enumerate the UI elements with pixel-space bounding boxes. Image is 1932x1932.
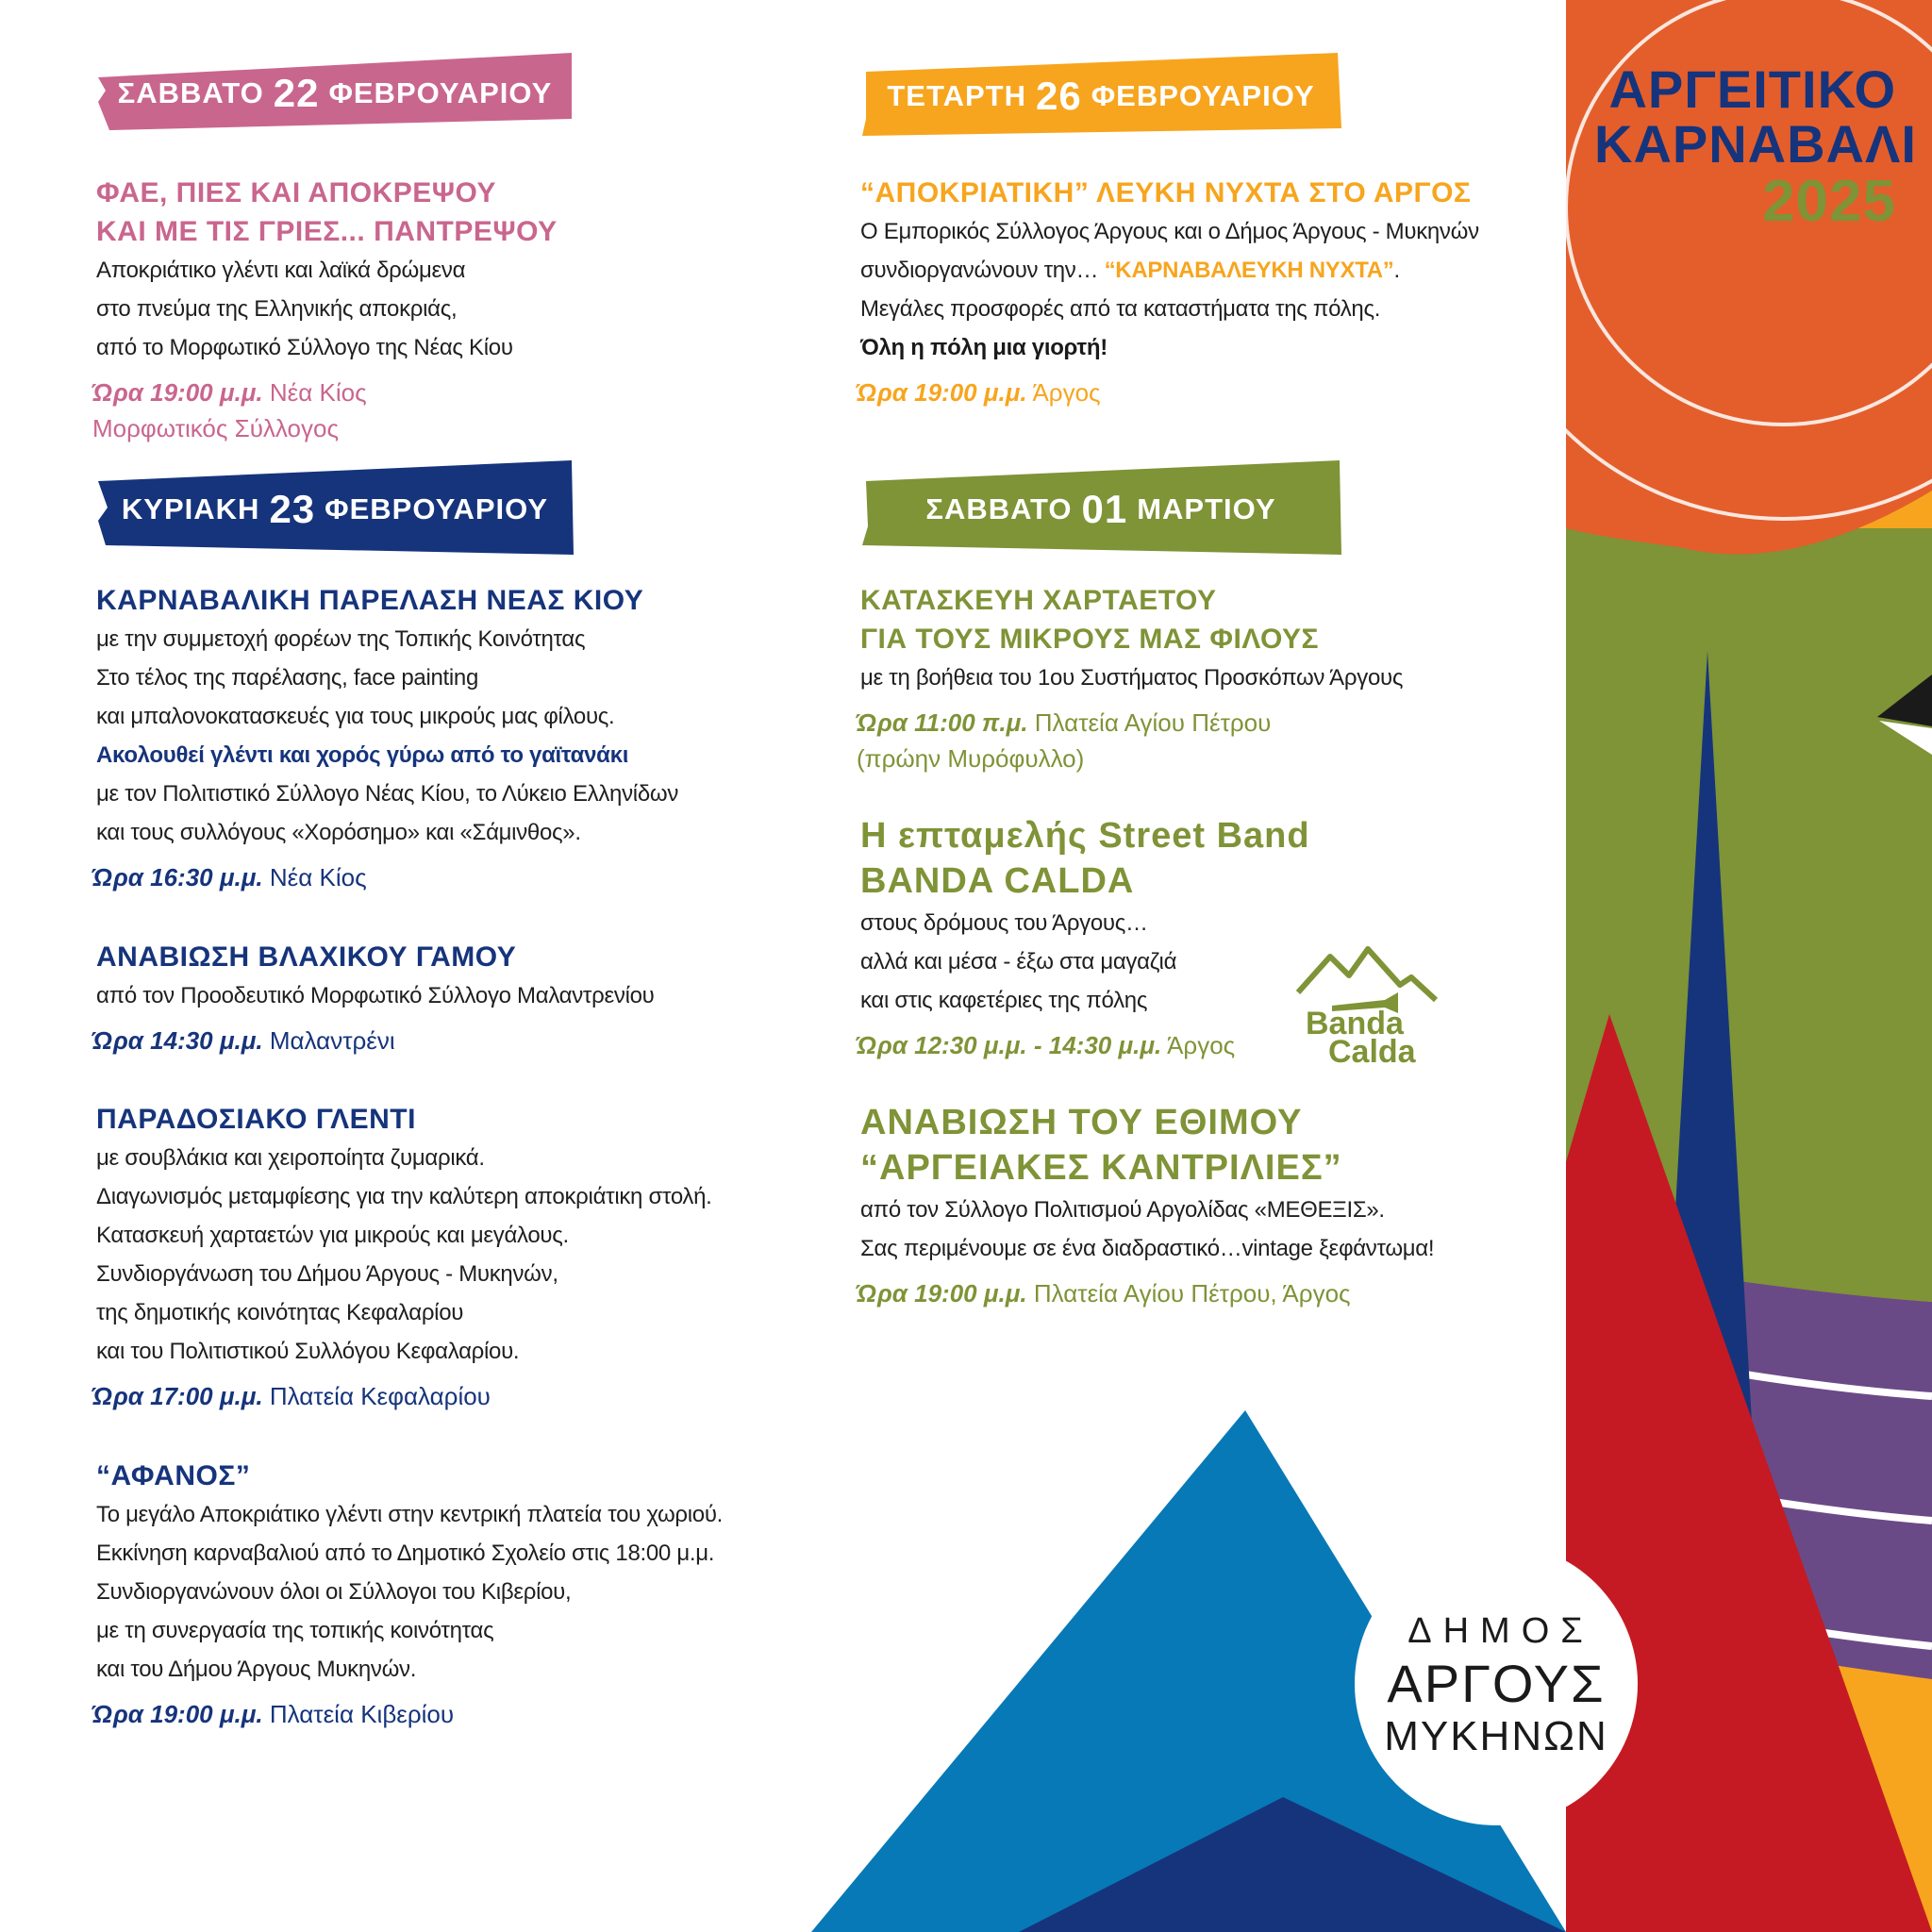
event-time: Ώρα 19:00 μ.μ.	[92, 378, 263, 407]
event-kantrilies	[857, 1100, 1464, 1311]
event-time-place	[857, 375, 1464, 410]
event-vlachiko-gamos	[92, 938, 747, 1058]
event-time: Ώρα 19:00 μ.μ.	[857, 378, 1027, 407]
banner-day: ΚΥΡΙΑΚΗ	[121, 492, 260, 525]
description-highlight: “ΚΑΡΝΑΒΑΛΕΥΚΗ ΝΥΧΤΑ”	[1104, 258, 1394, 283]
event-title	[860, 1100, 1464, 1191]
municipality-line-3: ΜΥΚΗΝΩΝ	[1384, 1713, 1608, 1759]
event-title	[96, 1100, 747, 1139]
description-highlight: Όλη η πόλη μια γιορτή!	[860, 335, 1108, 360]
event-description	[96, 1495, 747, 1689]
event-place: Πλατεία Κεφαλαρίου	[269, 1382, 491, 1410]
description-line: με τη βοήθεια του 1ου Συστήματος Προσκόπων Άργους	[860, 665, 1404, 691]
event-description	[96, 251, 747, 367]
description-line: Το μεγάλο Αποκριάτικο γλέντι στην κεντρική πλατεία του χωριού.	[96, 1502, 724, 1527]
event-title-line: ΓΙΑ ΤΟΥΣ ΜΙΚΡΟΥΣ ΜΑΣ ΦΙΛΟΥΣ	[860, 624, 1320, 655]
banner-month: ΜΑΡΤΙΟΥ	[1137, 492, 1276, 525]
event-fae-pies	[92, 174, 747, 446]
event-title-line: BANDA CALDA	[860, 861, 1135, 901]
banner-date-number: 23	[269, 487, 316, 531]
description-line: Στο τέλος της παρέλασης, face painting	[96, 665, 479, 691]
event-title-line: ΚΑΡΝΑΒΑΛΙΚΗ ΠΑΡΕΛΑΣΗ ΝΕΑΣ ΚΙΟΥ	[96, 585, 644, 616]
event-lefki-nychta	[857, 174, 1479, 410]
event-paradosiako-glenti	[92, 1100, 747, 1414]
event-time-place	[92, 1696, 747, 1732]
event-time-place	[857, 1275, 1464, 1311]
event-title-line: Η επταμελής Street Band	[860, 816, 1310, 856]
municipality-line-2: ΑΡΓΟΥΣ	[1387, 1654, 1606, 1713]
description-line: από τον Προοδευτικό Μορφωτικό Σύλλογο Μαλαντρενίου	[96, 983, 655, 1008]
event-description	[96, 1139, 747, 1371]
description-line: στο πνεύμα της Ελληνικής αποκριάς,	[96, 296, 458, 322]
event-title-line: ΑΝΑΒΙΩΣΗ ΤΟΥ ΕΘΙΜΟΥ	[860, 1103, 1303, 1142]
event-title	[860, 581, 1464, 658]
banner-day: ΤΕΤΑΡΤΗ	[887, 79, 1026, 112]
description-line: Ο Εμπορικός Σύλλογος Άργους και ο Δήμος Άργους - Μυκηνών	[860, 219, 1479, 244]
event-place: Νέα Κίος	[269, 863, 367, 891]
description-line: Συνδιοργάνωση του Δήμου Άργους - Μυκηνών,	[96, 1261, 558, 1287]
event-parade-nea-kios	[92, 581, 747, 895]
event-title-line: ΦΑΕ, ΠΙΕΣ ΚΑΙ ΑΠΟΚΡΕΨΟΥ	[96, 177, 497, 208]
event-title-line: “ΑΠΟΚΡΙΑΤΙΚΗ” ΛΕΥΚΗ ΝΥΧΤΑ ΣΤΟ ΑΡΓΟΣ	[860, 177, 1472, 208]
event-title	[96, 174, 747, 251]
event-time: Ώρα 17:00 μ.μ.	[92, 1382, 263, 1410]
brand-year: 2025	[1762, 169, 1896, 234]
description-line: από το Μορφωτικό Σύλλογο της Νέας Κίου	[96, 335, 513, 360]
description-line: και του Δήμου Άργους Μυκηνών.	[96, 1657, 417, 1682]
description-line: και στις καφετέριες της πόλης	[860, 988, 1148, 1013]
banner-day: ΣΑΒΒΑΤΟ	[925, 492, 1073, 525]
event-time: Ώρα 14:30 μ.μ.	[92, 1026, 263, 1055]
banner-date-number: 22	[273, 71, 320, 115]
description-line: αλλά και μέσα - έξω στα μαγαζιά	[860, 949, 1177, 974]
event-place-2: (πρώην Μυρόφυλλο)	[857, 744, 1085, 773]
banner-month: ΦΕΒΡΟΥΑΡΙΟΥ	[1091, 79, 1315, 112]
event-place: Νέα Κίος	[269, 378, 367, 407]
description-line: στους δρόμους του Άργους…	[860, 910, 1148, 936]
description-line: και τους συλλόγους «Χορόσημο» και «Σάμινθος».	[96, 820, 581, 845]
event-description	[96, 620, 747, 852]
banda-logo-line-1: Banda	[1306, 1006, 1404, 1041]
description-line: από τον Σύλλογο Πολιτισμού Αργολίδας «ΜΕΘΕΞΙΣ».	[860, 1197, 1385, 1223]
municipality-line-1: ΔΗΜΟΣ	[1407, 1611, 1594, 1651]
event-title-line: “ΑΡΓΕΙΑΚΕΣ ΚΑΝΤΡΙΛΙΕΣ”	[860, 1148, 1342, 1188]
event-place: Άργος	[1032, 378, 1101, 407]
event-afanos	[92, 1457, 747, 1732]
event-time: Ώρα 12:30 μ.μ. - 14:30 μ.μ.	[857, 1031, 1162, 1059]
event-place: Μαλαντρένι	[269, 1026, 395, 1055]
event-chartaetos	[857, 581, 1464, 776]
brand-line-2: ΚΑΡΝΑΒΑΛΙ	[1594, 114, 1917, 174]
description-text: .	[1393, 258, 1400, 283]
description-line: Συνδιοργανώνουν όλοι οι Σύλλογοι του Κιβερίου,	[96, 1579, 572, 1605]
carnival-brand-title	[1594, 59, 1917, 234]
banner-month: ΦΕΒΡΟΥΑΡΙΟΥ	[325, 492, 549, 525]
event-time-place	[857, 705, 1464, 741]
banner-sunday-23	[96, 460, 574, 555]
event-time-place	[92, 1378, 747, 1414]
event-title-line: ΑΝΑΒΙΩΣΗ ΒΛΑΧΙΚΟΥ ΓΑΜΟΥ	[96, 941, 517, 973]
banner-date-number: 01	[1081, 487, 1128, 531]
event-place: Πλατεία Αγίου Πέτρου	[1034, 708, 1272, 737]
event-title	[96, 581, 747, 620]
description-line: και του Πολιτιστικού Συλλόγου Κεφαλαρίου.	[96, 1339, 520, 1364]
description-line: Κατασκευή χαρταετών για μικρούς και μεγάλους.	[96, 1223, 569, 1248]
event-place-2: Μορφωτικός Σύλλογος	[92, 414, 339, 442]
description-line: με την συμμετοχή φορέων της Τοπικής Κοινότητας	[96, 626, 586, 652]
event-description	[860, 212, 1479, 367]
brand-line-1: ΑΡΓΕΙΤΙΚΟ	[1608, 59, 1896, 119]
description-line: και μπαλονοκατασκευές για τους μικρούς μας φίλους.	[96, 704, 615, 729]
event-time: Ώρα 11:00 π.μ.	[857, 708, 1028, 737]
description-line: Σας περιμένουμε σε ένα διαδραστικό…vintage ξεφάντωμα!	[860, 1236, 1435, 1261]
event-place: Πλατεία Αγίου Πέτρου, Άργος	[1033, 1279, 1351, 1307]
municipality-badge	[1355, 1542, 1638, 1825]
banner-month: ΦΕΒΡΟΥΑΡΙΟΥ	[328, 76, 553, 109]
event-title-line: ΠΑΡΑΔΟΣΙΑΚΟ ΓΛΕΝΤΙ	[96, 1104, 416, 1135]
description-line: με τον Πολιτιστικό Σύλλογο Νέας Κίου, το Λύκειο Ελληνίδων	[96, 781, 679, 807]
event-title-line: “ΑΦΑΝΟΣ”	[96, 1460, 251, 1491]
description-highlight: Ακολουθεί γλέντι και χορός γύρω από το γαϊτανάκι	[96, 742, 629, 768]
event-time: Ώρα 16:30 μ.μ.	[92, 863, 263, 891]
event-time: Ώρα 19:00 μ.μ.	[92, 1700, 263, 1728]
event-description	[860, 1191, 1464, 1268]
description-text: συνδιοργανώνουν την…	[860, 258, 1099, 283]
event-title	[96, 938, 747, 976]
event-time-place	[857, 1027, 1464, 1063]
event-title	[860, 174, 1472, 212]
description-line: με τη συνεργασία της τοπικής κοινότητας	[96, 1618, 494, 1643]
banner-day: ΣΑΒΒΑΤΟ	[117, 76, 264, 109]
event-title	[96, 1457, 747, 1495]
event-description	[860, 658, 1464, 697]
event-banda-calda	[857, 813, 1464, 1063]
event-place: Πλατεία Κιβερίου	[269, 1700, 455, 1728]
banner-saturday-22	[96, 53, 574, 130]
event-title	[860, 813, 1464, 904]
description-line	[860, 251, 1464, 290]
description-line: με σουβλάκια και χειροποίητα ζυμαρικά.	[96, 1145, 485, 1171]
event-title-line: ΚΑΤΑΣΚΕΥΗ ΧΑΡΤΑΕΤΟΥ	[860, 585, 1217, 616]
description-line: Διαγωνισμός μεταμφίεσης για την καλύτερη αποκριάτικη στολή.	[96, 1184, 712, 1209]
event-time-place	[92, 859, 747, 895]
description-line: της δημοτικής κοινότητας Κεφαλαρίου	[96, 1300, 464, 1325]
banner-saturday-01	[860, 460, 1341, 555]
event-time-place	[92, 375, 747, 410]
description-line: Αποκριάτικο γλέντι και λαϊκά δρώμενα	[96, 258, 466, 283]
description-line: Μεγάλες προσφορές από τα καταστήματα της πόλης.	[860, 296, 1381, 322]
event-title-line: ΚΑΙ ΜΕ ΤΙΣ ΓΡΙΕΣ... ΠΑΝΤΡΕΨΟΥ	[96, 216, 558, 247]
event-description	[96, 976, 747, 1015]
banner-wednesday-26	[860, 53, 1341, 136]
event-place: Άργος	[1167, 1031, 1236, 1059]
event-time-place	[92, 1023, 747, 1058]
banda-logo-line-2: Calda	[1328, 1034, 1416, 1066]
event-time: Ώρα 19:00 μ.μ.	[857, 1279, 1027, 1307]
description-line: Εκκίνηση καρναβαλιού από το Δημοτικό Σχολείο στις 18:00 μ.μ.	[96, 1541, 715, 1566]
event-description	[860, 904, 1464, 1020]
banner-date-number: 26	[1036, 74, 1082, 118]
